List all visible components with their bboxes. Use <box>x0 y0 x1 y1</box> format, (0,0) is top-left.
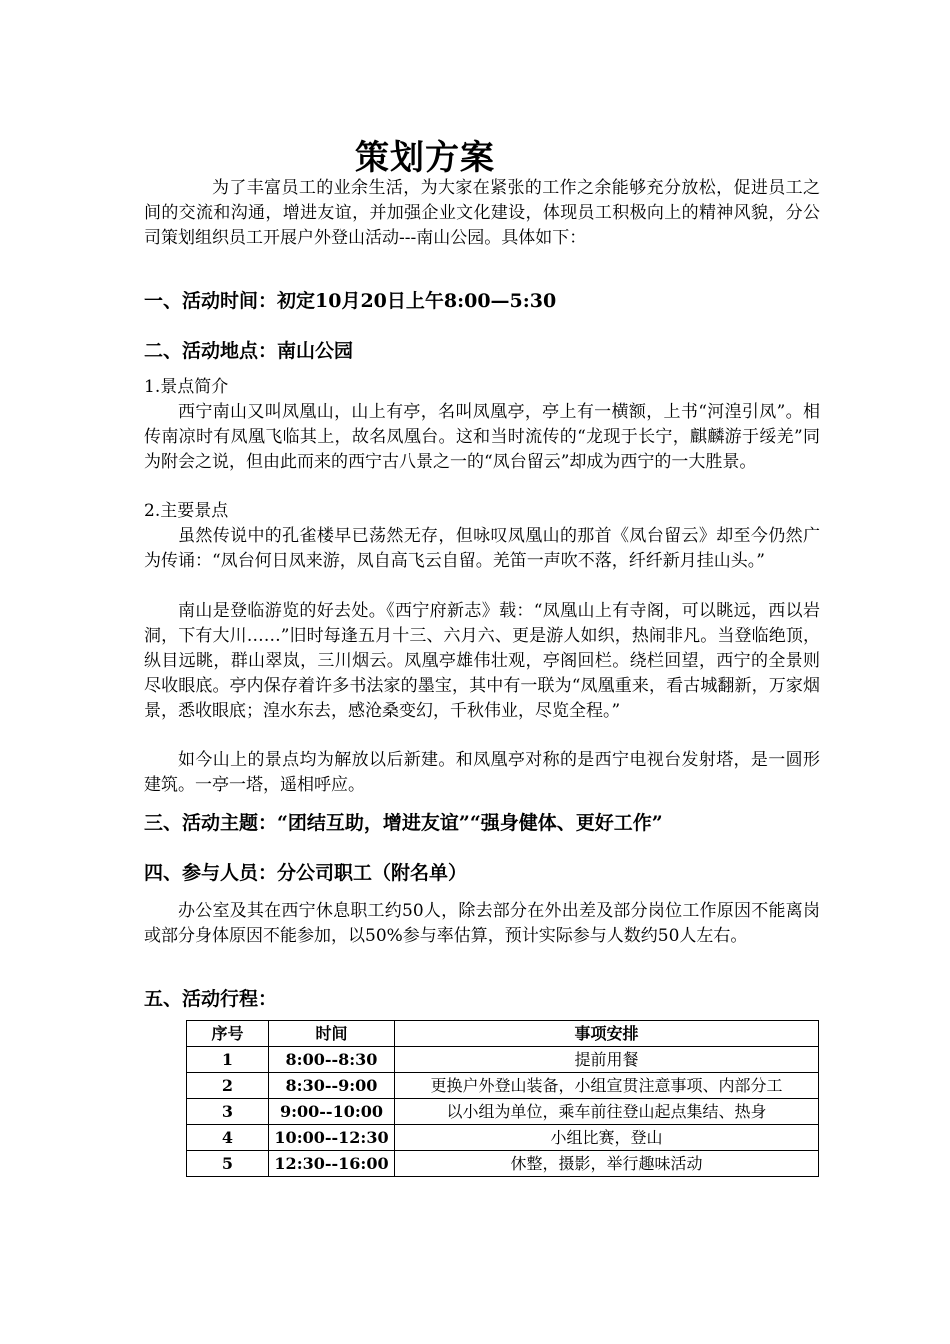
row-time: 10:00--12:30 <box>269 1125 395 1151</box>
row-item: 休整，摄影，举行趣味活动 <box>395 1151 819 1177</box>
participants-paragraph: 办公室及其在西宁休息职工约50人，除去部分在外出差及部分岗位工作原因不能离岗或部分身体原因不能参加，以50%参与率估算，预计实际参与人数约50人左右。 <box>144 901 820 946</box>
table-header-row <box>187 1021 819 1047</box>
row-time: 8:00--8:30 <box>269 1047 395 1073</box>
page-title: 策划方案 <box>355 138 495 178</box>
header-item: 事项安排 <box>395 1021 819 1047</box>
section-heading-theme: 三、活动主题：“团结互助，增进友谊”“强身健体、更好工作” <box>144 812 663 834</box>
header-index: 序号 <box>187 1021 269 1047</box>
intro-paragraph: 为了丰富员工的业余生活，为大家在紧张的工作之余能够充分放松，促进员工之间的交流和沟通，增进友谊，并加强企业文化建设，体现员工积极向上的精神风貌，分公司策划组织员工开展户外登山活动---南山公园。具体如下： <box>144 178 820 248</box>
location-paragraph-2: 虽然传说中的孔雀楼早已荡然无存，但咏叹凤凰山的那首《凤台留云》却至今仍然广为传诵：“凤台何日凤来游，凤自高飞云自留。羌笛一声吹不落，纤纤新月挂山头。” <box>144 526 820 571</box>
row-item: 以小组为单位，乘车前往登山起点集结、热身 <box>395 1099 819 1125</box>
table-row <box>187 1099 819 1125</box>
header-time: 时间 <box>269 1021 395 1047</box>
subheading-sights: 2.主要景点 <box>144 501 229 521</box>
location-paragraph-3: 南山是登临游览的好去处。《西宁府新志》载：“凤凰山上有寺阁，可以眺远，西以岩洞，下有大川……”旧时每逢五月十三、六月六、更是游人如织，热闹非凡。当登临绝顶，纵目远眺，群山翠岚，三川烟云。凤凰亭雄伟壮观，亭阁回栏。绕栏回望，西宁的全景则尽收眼底。亭内保存着许多书法家的墨宝，其中有一联为“凤凰重来，看古城翻新，万家烟景，悉收眼底；湟水东去，感沧桑变幻，千秋伟业，尽览全程。” <box>144 601 820 721</box>
row-index: 3 <box>187 1099 269 1125</box>
row-index: 4 <box>187 1125 269 1151</box>
row-index: 5 <box>187 1151 269 1177</box>
row-time: 8:30--9:00 <box>269 1073 395 1099</box>
schedule-table <box>186 1020 819 1177</box>
table-row <box>187 1125 819 1151</box>
row-item: 小组比赛，登山 <box>395 1125 819 1151</box>
table-row <box>187 1047 819 1073</box>
section-heading-schedule: 五、活动行程： <box>144 988 278 1010</box>
section-heading-location: 二、活动地点：南山公园 <box>144 340 354 362</box>
subheading-intro: 1.景点简介 <box>144 377 229 397</box>
row-index: 1 <box>187 1047 269 1073</box>
table-row <box>187 1151 819 1177</box>
location-paragraph-1: 西宁南山又叫凤凰山，山上有亭，名叫凤凰亭，亭上有一横额，上书“河湟引凤”。相传南凉时有凤凰飞临其上，故名凤凰台。这和当时流传的“龙现于长宁，麒麟游于绥羌”同为附会之说，但由此而来的西宁古八景之一的“凤台留云”却成为西宁的一大胜景。 <box>144 402 820 472</box>
row-time: 12:30--16:00 <box>269 1151 395 1177</box>
section-heading-time: 一、活动时间：初定10月20日上午8:00—5:30 <box>144 290 557 312</box>
location-paragraph-4: 如今山上的景点均为解放以后新建。和凤凰亭对称的是西宁电视台发射塔，是一圆形建筑。一亭一塔，遥相呼应。 <box>144 750 820 795</box>
row-time: 9:00--10:00 <box>269 1099 395 1125</box>
section-heading-participants: 四、参与人员：分公司职工（附名单） <box>144 862 468 884</box>
row-index: 2 <box>187 1073 269 1099</box>
row-item: 更换户外登山装备，小组宣贯注意事项、内部分工 <box>395 1073 819 1099</box>
row-item: 提前用餐 <box>395 1047 819 1073</box>
table-row <box>187 1073 819 1099</box>
